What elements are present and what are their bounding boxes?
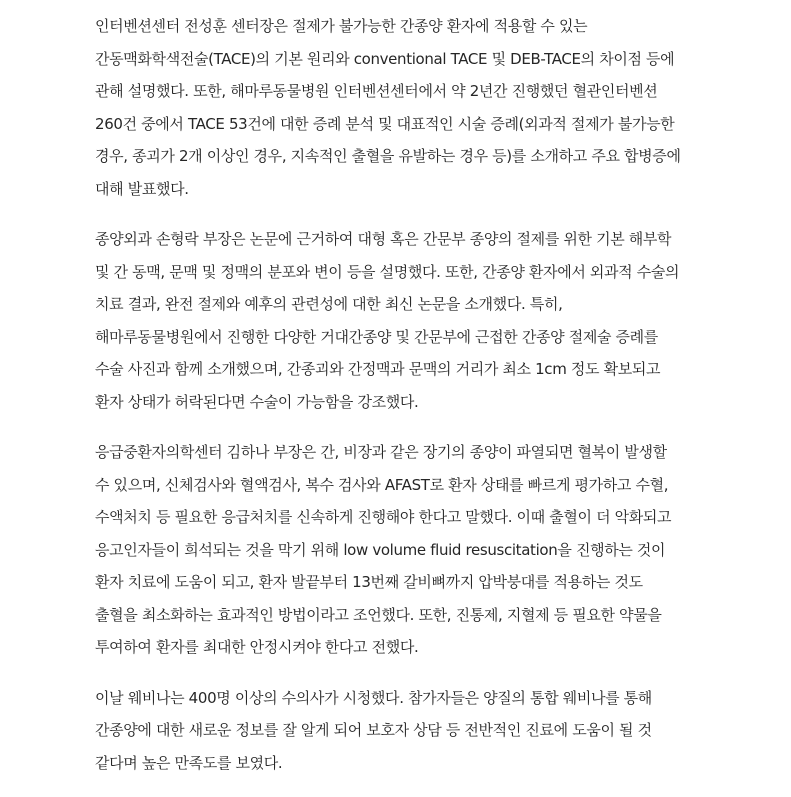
paragraph-webinar-summary bbox=[95, 682, 785, 780]
text-line: 경우, 종괴가 2개 이상인 경우, 지속적인 출혈을 유발하는 경우 등)를 소개하고 주요 합병증에 bbox=[95, 147, 681, 165]
text-line: 대해 발표했다. bbox=[95, 179, 189, 198]
text-line: 수술 사진과 함께 소개했으며, 간종괴와 간정맥과 문맥의 거리가 최소 1cm 정도 확보되고 bbox=[95, 360, 661, 378]
paragraph-tace-lecture bbox=[95, 10, 785, 205]
paragraph-surgery-lecture bbox=[95, 223, 785, 418]
text-line: 응고인자들이 희석되는 것을 막기 위해 low volume fluid resuscitation을 진행하는 것이 bbox=[95, 540, 666, 559]
article-body bbox=[95, 10, 785, 797]
text-line: 투여하여 환자를 최대한 안정시켜야 한다고 전했다. bbox=[95, 638, 419, 656]
text-line: 및 간 동맥, 문맥 및 정맥의 분포와 변이 등을 설명했다. 또한, 간종양 환자에서 외과적 수술의 bbox=[95, 262, 680, 281]
text-line: 수 있으며, 신체검사와 혈액검사, 복수 검사와 AFAST로 환자 상태를 빠르게 평가하고 수혈, bbox=[95, 475, 669, 494]
text-line: 인터벤션센터 전성훈 센터장은 절제가 불가능한 간종양 환자에 적용할 수 있는 bbox=[95, 17, 588, 35]
text-line: 260건 중에서 TACE 53건에 대한 증례 분석 및 대표적인 시술 증례(외과적 절제가 불가능한 bbox=[95, 114, 675, 133]
text-line: 같다며 높은 만족도를 보였다. bbox=[95, 753, 283, 772]
text-line: 환자 상태가 허락된다면 수술이 가능함을 강조했다. bbox=[95, 392, 419, 411]
text-line: 치료 결과, 완전 절제와 예후의 관련성에 대한 최신 논문을 소개했다. 특히, bbox=[95, 295, 563, 313]
text-line: 응급중환자의학센터 김하나 부장은 간, 비장과 같은 장기의 종양이 파열되면 혈복이 발생할 bbox=[95, 443, 667, 461]
text-line: 환자 치료에 도움이 되고, 환자 발끝부터 13번째 갈비뼈까지 압박붕대를 적용하는 것도 bbox=[95, 573, 643, 591]
text-line: 종양외과 손형락 부장은 논문에 근거하여 대형 혹은 간문부 종양의 절제를 위한 기본 해부학 bbox=[95, 230, 672, 248]
text-line: 출혈을 최소화하는 효과적인 방법이라고 조언했다. 또한, 진통제, 지혈제 등 필요한 약물을 bbox=[95, 605, 662, 624]
text-line: 간동맥화학색전술(TACE)의 기본 원리와 conventional TACE 및 DEB-TACE의 차이점 등에 bbox=[95, 49, 675, 68]
text-line: 해마루동물병원에서 진행한 다양한 거대간종양 및 간문부에 근접한 간종양 절제술 증례를 bbox=[95, 327, 658, 346]
paragraph-emergency-lecture bbox=[95, 436, 785, 664]
text-line: 관해 설명했다. 또한, 해마루동물병원 인터벤션센터에서 약 2년간 진행했던 혈관인터벤션 bbox=[95, 82, 658, 100]
text-line: 이날 웨비나는 400명 이상의 수의사가 시청했다. 참가자들은 양질의 통합 웨비나를 통해 bbox=[95, 688, 652, 707]
text-line: 수액처치 등 필요한 응급처치를 신속하게 진행해야 한다고 말했다. 이때 출혈이 더 악화되고 bbox=[95, 508, 672, 526]
text-line: 간종양에 대한 새로운 정보를 잘 알게 되어 보호자 상담 등 전반적인 진료에 도움이 될 것 bbox=[95, 721, 652, 739]
